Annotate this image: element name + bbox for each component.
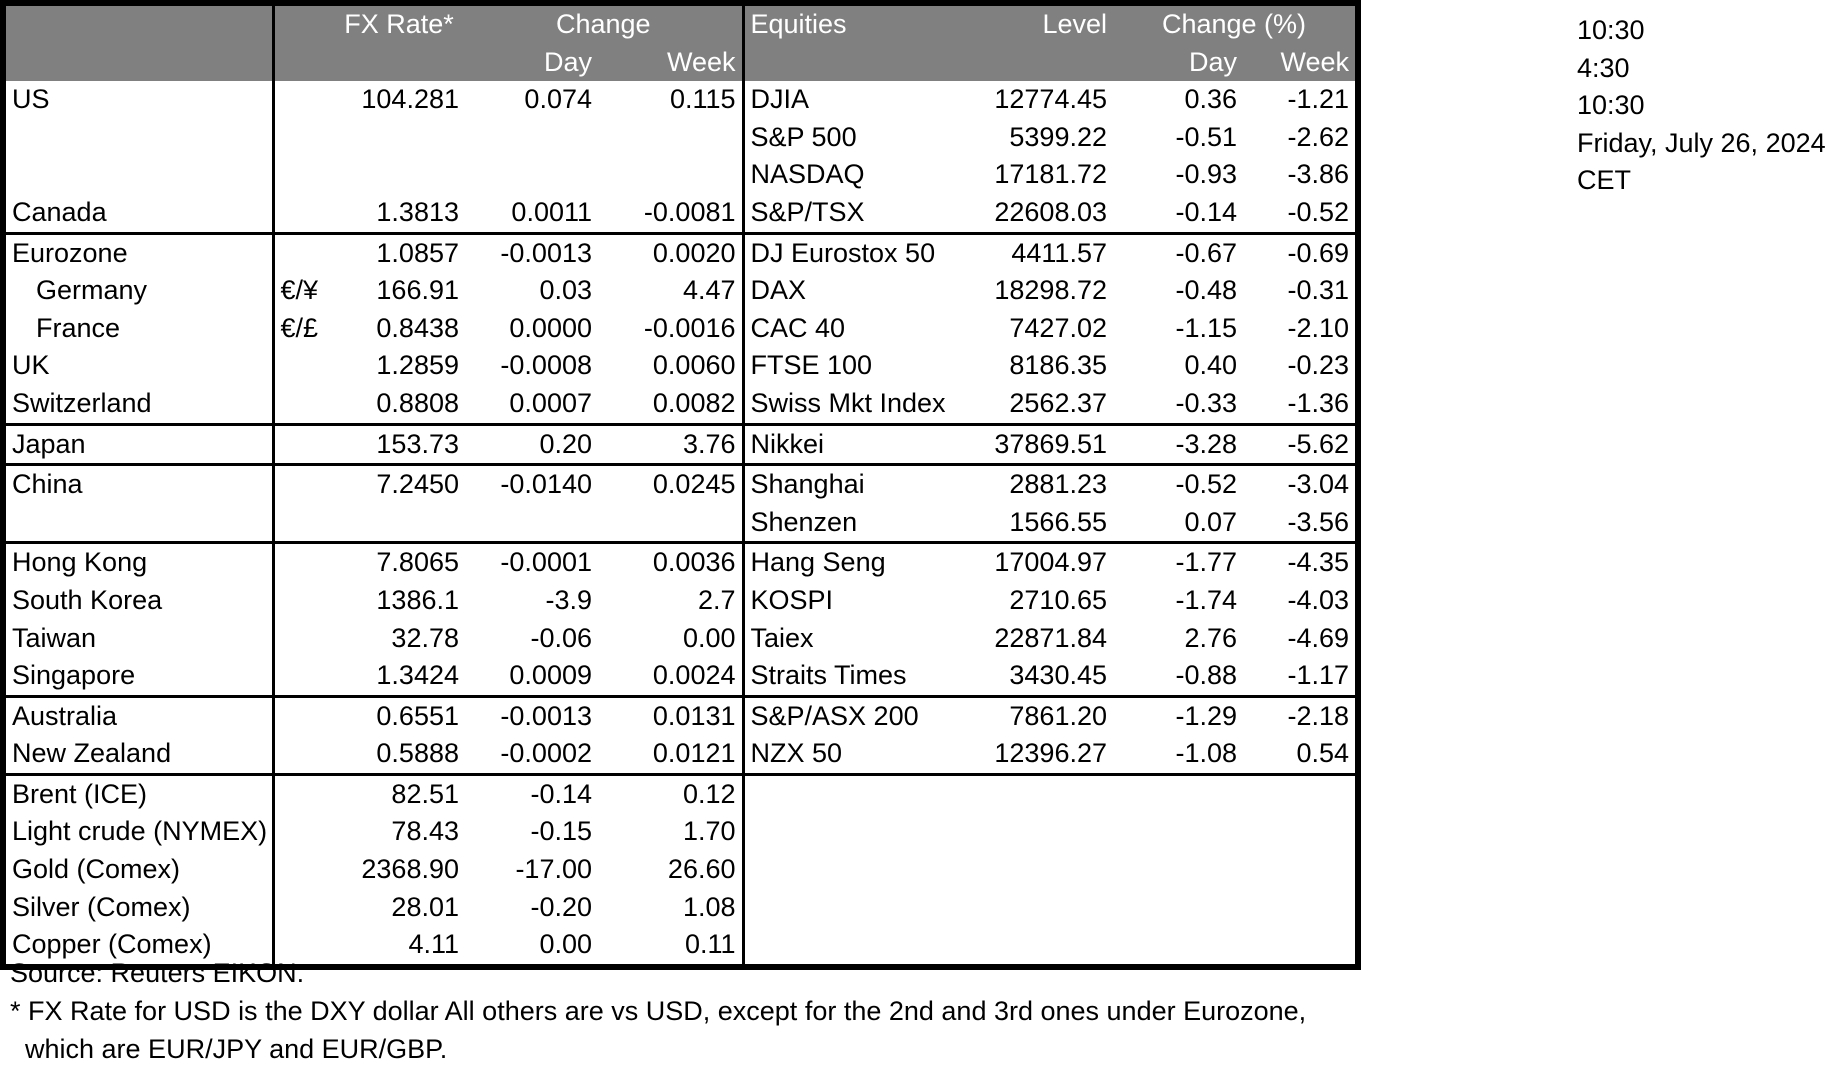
fx-day-cell: -0.06 <box>530 622 592 653</box>
fx-day-cell <box>465 504 598 543</box>
header-blank <box>743 44 968 82</box>
equity-week-cell: -2.10 <box>1287 312 1350 343</box>
header-row-2 <box>3 44 1358 82</box>
country-cell: Japan <box>3 424 273 465</box>
equity-week-cell: -0.69 <box>1243 233 1358 272</box>
fx-day-cell: 0.0011 <box>511 196 592 227</box>
fx-rate-cell <box>333 156 465 194</box>
fx-week-cell: 1.08 <box>682 891 736 922</box>
country-cell: Copper (Comex) <box>12 929 212 960</box>
equity-day-cell: -3.28 <box>1113 424 1243 465</box>
equity-week-cell: -1.36 <box>1287 387 1350 418</box>
country-cell: Germany <box>36 275 148 306</box>
country-cell: Brent (ICE) <box>3 774 273 813</box>
fx-rate-cell: 2368.90 <box>361 854 459 885</box>
fx-day-cell <box>465 119 598 157</box>
fx-pair-cell <box>273 543 333 582</box>
equity-level-cell: 3430.45 <box>1009 660 1107 691</box>
fx-day-cell: -0.0008 <box>500 350 592 381</box>
equity-day-cell: -0.93 <box>1175 159 1237 190</box>
fx-pair-cell <box>273 119 333 157</box>
fx-rate-cell: 166.91 <box>376 275 459 306</box>
fx-pair-cell <box>273 657 333 696</box>
equity-day-cell: 0.40 <box>1184 350 1237 381</box>
equity-level-cell: 17004.97 <box>968 543 1113 582</box>
equity-day-cell: 2.76 <box>1184 622 1237 653</box>
fx-rate-cell: 7.8065 <box>333 543 465 582</box>
equity-week-cell: -2.18 <box>1243 696 1358 735</box>
fx-pair-cell <box>273 194 333 233</box>
equity-level-cell <box>968 889 1113 927</box>
fx-week-cell: -0.0016 <box>643 312 736 343</box>
equity-name-cell: Shenzen <box>743 504 968 543</box>
country-cell: New Zealand <box>12 738 172 769</box>
equity-day-cell <box>1113 851 1243 889</box>
header-day: Day <box>465 44 598 82</box>
fx-day-cell: -0.0013 <box>465 696 598 735</box>
country-cell: Singapore <box>12 660 136 691</box>
equity-name-cell: Taiex <box>743 620 968 658</box>
table-row <box>3 851 1358 889</box>
equity-name-cell: Nikkei <box>743 424 968 465</box>
equity-day-cell <box>1113 889 1243 927</box>
table-row <box>3 310 1358 348</box>
equity-level-cell: 8186.35 <box>1009 350 1107 381</box>
equity-day-cell <box>1113 774 1243 813</box>
country-cell: Eurozone <box>3 233 273 272</box>
fx-pair-cell <box>273 424 333 465</box>
header-equities: Equities <box>743 3 968 44</box>
fx-rate-cell: 28.01 <box>391 891 459 922</box>
fx-pair-cell <box>273 233 333 272</box>
fx-rate-cell: 0.5888 <box>376 738 459 769</box>
fx-day-cell: 0.20 <box>465 424 598 465</box>
header-blank <box>273 44 333 82</box>
equity-day-cell: -0.33 <box>1175 387 1237 418</box>
equity-day-cell: 0.36 <box>1184 84 1237 115</box>
table-row <box>3 889 1358 927</box>
table-row <box>3 543 1358 582</box>
equity-level-cell <box>968 813 1113 851</box>
equity-week-cell: -3.56 <box>1287 506 1350 537</box>
fx-day-cell: -0.15 <box>530 816 592 847</box>
equity-name-cell <box>743 851 968 889</box>
equity-day-cell: -1.74 <box>1175 584 1237 615</box>
fx-rate-cell: 78.43 <box>391 816 459 847</box>
fx-rate-cell <box>333 119 465 157</box>
fx-week-cell: 0.0131 <box>598 696 743 735</box>
table-row <box>3 385 1358 424</box>
header-level: Level <box>968 3 1113 44</box>
equity-week-cell: -3.04 <box>1243 465 1358 504</box>
equity-day-cell: -0.67 <box>1113 233 1243 272</box>
equity-day-cell: -0.14 <box>1175 196 1237 227</box>
equity-level-cell: 4411.57 <box>968 233 1113 272</box>
fx-week-cell: 0.12 <box>598 774 743 813</box>
fx-rate-cell: 7.2450 <box>333 465 465 504</box>
equity-name-cell <box>743 889 968 927</box>
table-row <box>3 774 1358 813</box>
fx-day-cell: 0.00 <box>539 929 592 960</box>
equity-level-cell: 37869.51 <box>968 424 1113 465</box>
country-cell: Silver (Comex) <box>12 891 191 922</box>
table-row <box>3 119 1358 157</box>
fx-day-cell: -0.0002 <box>500 738 592 769</box>
fx-week-cell: 1.70 <box>682 816 736 847</box>
equity-name-cell: DAX <box>743 272 968 310</box>
time-2: 4:30 <box>1577 52 1630 83</box>
equity-day-cell: -0.48 <box>1175 275 1237 306</box>
fx-week-cell: 26.60 <box>667 854 736 885</box>
country-cell: Taiwan <box>12 622 97 653</box>
header-row-1 <box>3 3 1358 44</box>
equity-day-cell: 0.07 <box>1184 506 1237 537</box>
equity-level-cell <box>968 851 1113 889</box>
fx-week-cell: 0.0020 <box>598 233 743 272</box>
fx-pair-cell <box>273 735 333 774</box>
table-row <box>3 465 1358 504</box>
equity-name-cell <box>743 813 968 851</box>
fx-week-cell: 3.76 <box>598 424 743 465</box>
fx-day-cell: -3.9 <box>545 584 592 615</box>
country-cell: France <box>36 312 121 343</box>
fx-day-cell: -0.20 <box>530 891 592 922</box>
equity-week-cell: -5.62 <box>1243 424 1358 465</box>
source-note: Source: Reuters EIKON. <box>10 958 305 988</box>
country-cell: Australia <box>3 696 273 735</box>
equity-week-cell <box>1243 851 1358 889</box>
fx-rate-cell: 1.0857 <box>333 233 465 272</box>
equity-name-cell: NZX 50 <box>743 735 968 774</box>
fx-week-cell: 0.11 <box>684 929 736 960</box>
table-row <box>3 582 1358 620</box>
equity-week-cell: -1.21 <box>1287 84 1350 115</box>
fx-rate-cell: 1.3813 <box>376 196 459 227</box>
fx-pair-cell <box>273 347 333 385</box>
fx-pair-cell <box>273 385 333 424</box>
header-eq-day: Day <box>1113 44 1243 82</box>
country-cell: China <box>3 465 273 504</box>
fx-day-cell: 0.0009 <box>509 660 592 691</box>
fx-pair-cell: €/¥ <box>273 272 333 310</box>
equity-name-cell: DJIA <box>743 81 968 119</box>
equity-name-cell: S&P/ASX 200 <box>743 696 968 735</box>
country-cell: US <box>12 84 50 115</box>
equity-level-cell: 17181.72 <box>994 159 1107 190</box>
fx-rate-cell: 0.8808 <box>376 387 459 418</box>
fx-week-cell: 0.0121 <box>652 738 736 769</box>
timestamp-panel <box>1577 12 1826 200</box>
equity-name-cell: FTSE 100 <box>743 347 968 385</box>
fx-week-cell: -0.0081 <box>643 196 736 227</box>
fx-week-cell: 0.0082 <box>652 387 736 418</box>
fx-day-cell: -17.00 <box>515 854 592 885</box>
equity-level-cell: 7427.02 <box>1009 312 1107 343</box>
equity-week-cell <box>1243 889 1358 927</box>
equity-week-cell: -4.35 <box>1243 543 1358 582</box>
table-row <box>3 813 1358 851</box>
fx-week-cell <box>598 156 743 194</box>
equity-day-cell: -1.29 <box>1113 696 1243 735</box>
fx-rate-cell: 153.73 <box>333 424 465 465</box>
equity-name-cell <box>743 774 968 813</box>
fx-day-cell: 0.0007 <box>509 387 592 418</box>
fx-week-cell: 0.115 <box>669 84 736 115</box>
table-row <box>3 657 1358 696</box>
equity-name-cell: Swiss Mkt Index <box>743 385 968 424</box>
equity-level-cell: 2710.65 <box>1009 584 1107 615</box>
equity-name-cell: KOSPI <box>743 582 968 620</box>
fx-footnote-2: which are EUR/JPY and EUR/GBP. <box>10 1034 448 1064</box>
table-row <box>3 233 1358 272</box>
table-row <box>3 81 1358 119</box>
equity-name-cell: CAC 40 <box>743 310 968 348</box>
fx-rate-cell: 82.51 <box>333 774 465 813</box>
fx-week-cell: 0.0060 <box>652 350 736 381</box>
equity-level-cell: 18298.72 <box>994 275 1107 306</box>
equity-name-cell: DJ Eurostox 50 <box>743 233 968 272</box>
country-cell <box>3 504 273 543</box>
table-row <box>3 194 1358 233</box>
time-1: 10:30 <box>1577 15 1645 45</box>
equity-week-cell <box>1243 813 1358 851</box>
country-cell: Gold (Comex) <box>12 854 181 885</box>
timezone-label: CET <box>1577 165 1631 196</box>
equity-week-cell: -1.17 <box>1287 660 1350 691</box>
equity-day-cell <box>1113 813 1243 851</box>
date-label: Friday, July 26, 2024 <box>1577 127 1826 158</box>
fx-pair-cell: €/£ <box>273 310 333 348</box>
equity-name-cell: Hang Seng <box>743 543 968 582</box>
equity-level-cell: 12774.45 <box>994 84 1107 115</box>
fx-week-cell: 4.47 <box>682 275 736 306</box>
fx-rate-cell: 4.11 <box>408 929 459 960</box>
fx-pair-cell <box>273 504 333 543</box>
fx-week-cell: 0.0024 <box>652 660 736 691</box>
equity-level-cell: 1566.55 <box>1009 506 1107 537</box>
header-eq-week: Week <box>1243 44 1358 82</box>
equity-week-cell: -3.86 <box>1287 159 1350 190</box>
header-blank <box>3 3 273 44</box>
table-row <box>3 696 1358 735</box>
equity-week-cell: -0.31 <box>1287 275 1350 306</box>
footnotes <box>10 954 1306 1068</box>
country-cell: Switzerland <box>12 387 152 418</box>
equity-name-cell: NASDAQ <box>743 156 968 194</box>
fx-rate-cell: 0.6551 <box>333 696 465 735</box>
table-row <box>3 504 1358 543</box>
header-change-pct: Change (%) <box>1113 3 1358 44</box>
equity-level-cell: 2881.23 <box>968 465 1113 504</box>
fx-pair-cell <box>273 156 333 194</box>
fx-pair-cell <box>273 696 333 735</box>
fx-day-cell <box>465 156 598 194</box>
header-blank <box>333 44 465 82</box>
fx-week-cell: 0.00 <box>682 622 736 653</box>
fx-day-cell: 0.03 <box>539 275 592 306</box>
fx-pair-cell <box>273 774 333 813</box>
fx-week-cell: 0.0245 <box>598 465 743 504</box>
equity-day-cell: -0.88 <box>1175 660 1237 691</box>
fx-rate-cell: 1.2859 <box>376 350 459 381</box>
equity-week-cell: -4.69 <box>1287 622 1350 653</box>
equity-day-cell: -1.15 <box>1175 312 1237 343</box>
table-row <box>3 272 1358 310</box>
fx-day-cell: -0.14 <box>465 774 598 813</box>
equity-level-cell: 22871.84 <box>994 622 1107 653</box>
fx-week-cell: 0.0036 <box>598 543 743 582</box>
equity-week-cell: -0.52 <box>1287 196 1350 227</box>
equity-week-cell: 0.54 <box>1296 738 1350 769</box>
fx-day-cell: 0.0000 <box>509 312 592 343</box>
fx-pair-cell <box>273 889 333 927</box>
fx-pair-cell <box>273 582 333 620</box>
fx-week-cell <box>598 119 743 157</box>
fx-rate-cell: 104.281 <box>361 84 459 115</box>
fx-pair-cell <box>273 465 333 504</box>
equity-week-cell <box>1243 774 1358 813</box>
equity-week-cell: -0.23 <box>1287 350 1350 381</box>
header-week: Week <box>598 44 743 82</box>
table-row <box>3 424 1358 465</box>
equity-name-cell: S&P/TSX <box>743 194 968 233</box>
fx-pair-cell <box>273 620 333 658</box>
country-cell: Light crude (NYMEX) <box>12 816 268 847</box>
header-blank <box>3 44 273 82</box>
header-blank <box>968 44 1113 82</box>
fx-rate-cell: 1386.1 <box>376 584 459 615</box>
equity-day-cell: -0.51 <box>1175 121 1237 152</box>
equity-day-cell: -0.52 <box>1113 465 1243 504</box>
fx-pair-cell <box>273 851 333 889</box>
table-row <box>3 620 1358 658</box>
fx-day-cell: 0.074 <box>524 84 592 115</box>
equity-level-cell <box>968 774 1113 813</box>
table-row <box>3 347 1358 385</box>
fx-rate-cell: 32.78 <box>391 622 459 653</box>
header-change: Change <box>465 3 743 44</box>
table-row <box>3 156 1358 194</box>
fx-week-cell: 2.7 <box>697 584 736 615</box>
equity-level-cell: 5399.22 <box>1009 121 1107 152</box>
equity-level-cell: 7861.20 <box>968 696 1113 735</box>
fx-rate-cell <box>333 504 465 543</box>
fx-day-cell: -0.0001 <box>465 543 598 582</box>
fx-rate-cell: 1.3424 <box>376 660 459 691</box>
equity-name-cell: Shanghai <box>743 465 968 504</box>
equity-day-cell: -1.77 <box>1113 543 1243 582</box>
equity-level-cell: 22608.03 <box>994 196 1107 227</box>
table-row <box>3 735 1358 774</box>
equity-week-cell: -4.03 <box>1287 584 1350 615</box>
fx-day-cell: -0.0013 <box>465 233 598 272</box>
equity-week-cell: -2.62 <box>1287 121 1350 152</box>
fx-week-cell <box>598 504 743 543</box>
header-blank-sym <box>273 3 333 44</box>
equity-name-cell: Straits Times <box>743 657 968 696</box>
time-3: 10:30 <box>1577 90 1645 121</box>
equity-name-cell: S&P 500 <box>743 119 968 157</box>
country-cell: Canada <box>12 196 107 227</box>
country-cell: UK <box>12 350 50 381</box>
table-body <box>3 81 1358 967</box>
fx-footnote-1: * FX Rate for USD is the DXY dollar All others are vs USD, except for the 2nd and 3rd ones under Eurozone, <box>10 996 1307 1026</box>
fx-pair-cell <box>273 81 333 119</box>
equity-day-cell: -1.08 <box>1175 738 1237 769</box>
country-cell <box>3 119 273 157</box>
country-cell: Hong Kong <box>3 543 273 582</box>
equity-level-cell: 12396.27 <box>994 738 1107 769</box>
fx-rate-cell: 0.8438 <box>376 312 459 343</box>
header-fx-rate: FX Rate* <box>333 3 465 44</box>
country-cell: South Korea <box>12 584 163 615</box>
fx-pair-cell <box>273 813 333 851</box>
country-cell <box>3 156 273 194</box>
fx-day-cell: -0.0140 <box>465 465 598 504</box>
equity-level-cell: 2562.37 <box>1009 387 1107 418</box>
